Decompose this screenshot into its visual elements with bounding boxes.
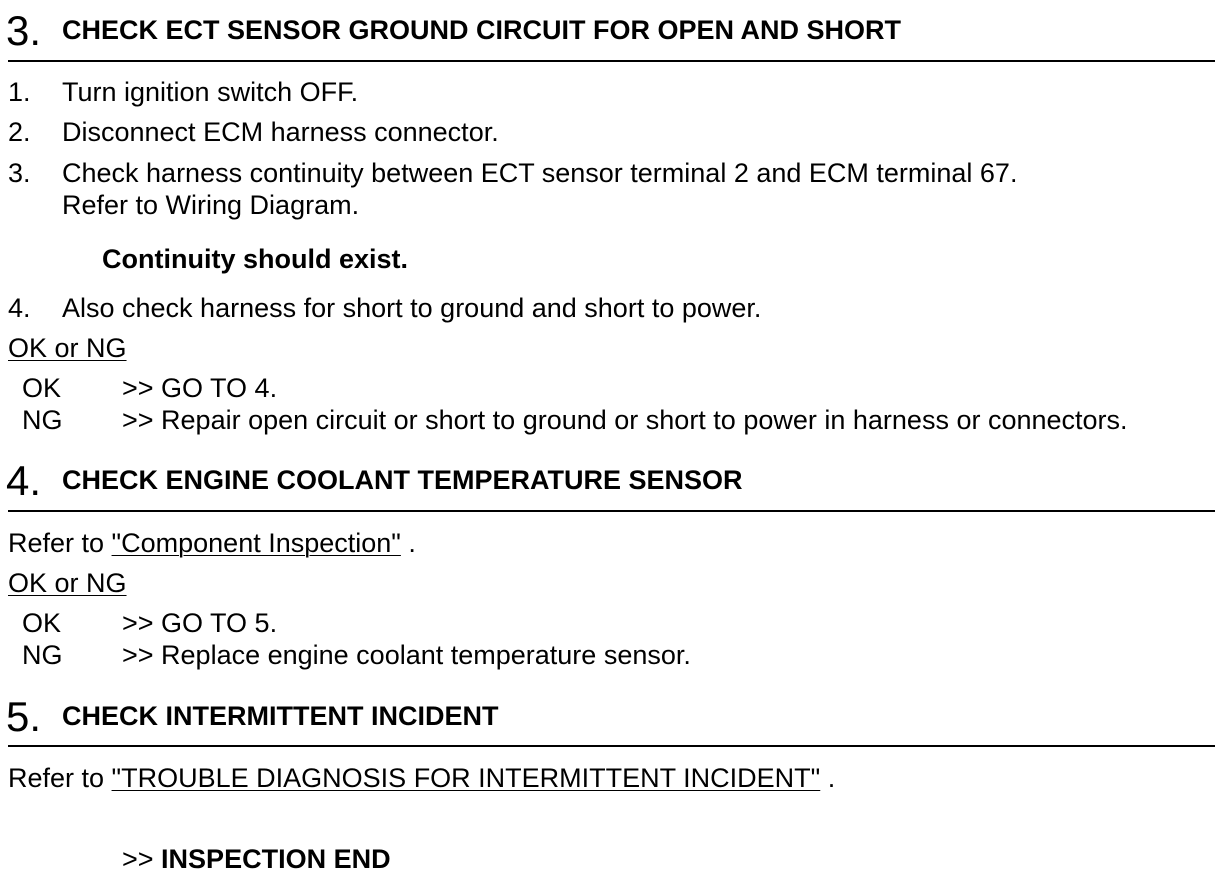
inspection-end-text: INSPECTION END [161,844,391,874]
component-inspection-link[interactable]: "Component Inspection" [111,528,401,558]
step-5-refer-suffix: . [820,763,836,793]
step-3-item-2-text: Disconnect ECM harness connector. [62,117,499,147]
step-5-number: 5. [6,693,42,740]
step-4-refer-suffix: . [400,528,416,558]
step-3-number: 3. [6,7,42,54]
step-3-ok-action: >> GO TO 4. [122,373,278,403]
step-4-ok-label: OK [22,608,62,638]
step-4-ok-ng-label: OK or NG [8,568,127,598]
step-3-item-4-number: 4. [8,293,31,323]
step-3-ng-label: NG [22,405,63,435]
step-3-ok-ng-label: OK or NG [8,333,127,363]
step-3-divider [8,60,1215,62]
step-4-title: CHECK ENGINE COOLANT TEMPERATURE SENSOR [62,465,743,495]
step-4-divider [8,510,1215,512]
step-3-ok-label: OK [22,373,62,403]
step-5-divider [8,745,1215,747]
step-5-refer-prefix: Refer to [8,763,112,793]
step-3-item-3-text-line2: Refer to Wiring Diagram. [62,190,360,220]
step-3-item-3-number: 3. [8,158,31,188]
step-4-refer-line [8,530,416,557]
step-3-spec: Continuity should exist. [102,244,409,274]
step-4-ok-action: >> GO TO 5. [122,608,278,638]
inspection-end-prefix: >> [122,844,162,874]
step-4-refer-prefix: Refer to [8,528,112,558]
inspection-end [122,846,391,873]
step-5-title: CHECK INTERMITTENT INCIDENT [62,701,499,731]
step-3-title: CHECK ECT SENSOR GROUND CIRCUIT FOR OPEN AND SHORT [62,15,902,45]
step-4-number: 4. [6,457,42,504]
step-3-item-1-number: 1. [8,77,31,107]
step-3-item-2-number: 2. [8,117,31,147]
step-3-item-4-text: Also check harness for short to ground and short to power. [62,293,762,323]
step-4-ng-label: NG [22,640,63,670]
step-4-ng-action: >> Replace engine coolant temperature sensor. [122,640,691,670]
step-3-item-3-text: Check harness continuity between ECT sensor terminal 2 and ECM terminal 67. [62,158,1018,188]
trouble-diagnosis-link[interactable]: "TROUBLE DIAGNOSIS FOR INTERMITTENT INCIDENT" [111,763,821,793]
step-3-ng-action: >> Repair open circuit or short to ground or short to power in harness or connectors. [122,405,1128,435]
step-3-item-1-text: Turn ignition switch OFF. [62,77,359,107]
step-5-refer-line [8,765,835,792]
